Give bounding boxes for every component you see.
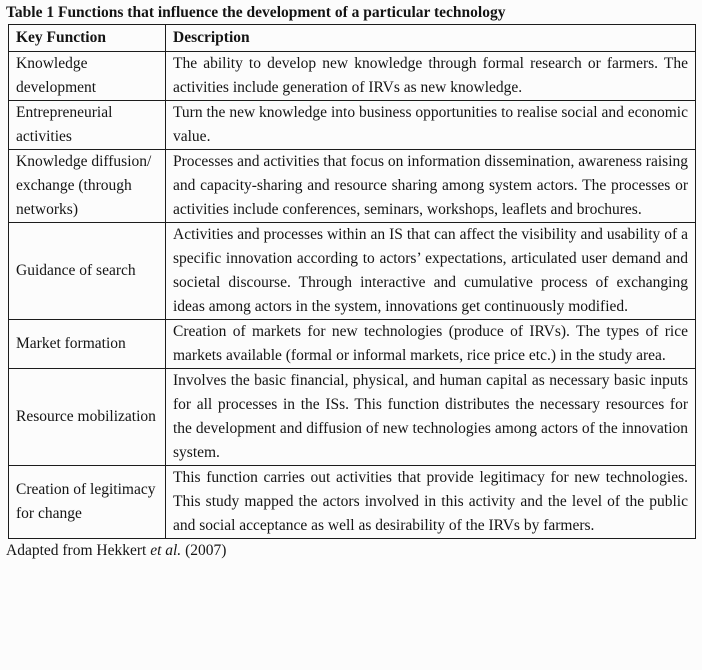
description-cell: Turn the new knowledge into business opportunities to realise social and economic value. <box>166 101 696 150</box>
description-cell: Processes and activities that focus on information dissemination, awareness raising and capacity-sharing and resource sharing among system actors. The processes or activities include conferences, seminars, workshops, leaflets and brochures. <box>166 150 696 223</box>
table-row <box>9 52 696 101</box>
source-note-suffix: (2007) <box>181 542 227 559</box>
description-cell: Involves the basic financial, physical, and human capital as necessary basic inputs for all processes in the ISs. This function distributes the necessary resources for the development and diffusion of new technologies among actors of the innovation system. <box>166 369 696 466</box>
key-function-cell: Guidance of search <box>9 223 166 320</box>
column-header-key-function: Key Function <box>9 25 166 52</box>
table-row <box>9 223 696 320</box>
source-note <box>4 540 696 562</box>
description-cell: Creation of markets for new technologies (produce of IRVs). The types of rice markets available (formal or informal markets, rice price etc.) in the study area. <box>166 320 696 369</box>
description-cell: Activities and processes within an IS that can affect the visibility and usability of a specific innovation according to actors’ expectations, articulated user demand and societal discourse. Through interactive and cumulative process of exchanging ideas among actors in the system, innovations get continuously modified. <box>166 223 696 320</box>
table-header-row <box>9 25 696 52</box>
table-row <box>9 101 696 150</box>
column-header-description: Description <box>166 25 696 52</box>
table-body <box>9 52 696 539</box>
key-function-cell: Creation of legitimacy for change <box>9 466 166 539</box>
key-function-cell: Knowledge development <box>9 52 166 101</box>
table-title: Table 1 Functions that influence the development of a particular technology <box>6 4 506 21</box>
table-row <box>9 369 696 466</box>
table-row <box>9 466 696 539</box>
functions-table <box>8 24 696 539</box>
source-note-prefix: Adapted from Hekkert <box>6 542 151 559</box>
source-note-citation-etal: et al. <box>150 542 182 559</box>
description-cell: This function carries out activities that provide legitimacy for new technologies. This study mapped the actors involved in this activity and the level of the public and social acceptance as well as desirability of the IRVs by farmers. <box>166 466 696 539</box>
table-row <box>9 320 696 369</box>
key-function-cell: Resource mobilization <box>9 369 166 466</box>
table-row <box>9 150 696 223</box>
key-function-cell: Knowledge diffusion/ exchange (through networks) <box>9 150 166 223</box>
description-cell: The ability to develop new knowledge through formal research or farmers. The activities include generation of IRVs as new knowledge. <box>166 52 696 101</box>
key-function-cell: Market formation <box>9 320 166 369</box>
key-function-cell: Entrepreneurial activities <box>9 101 166 150</box>
